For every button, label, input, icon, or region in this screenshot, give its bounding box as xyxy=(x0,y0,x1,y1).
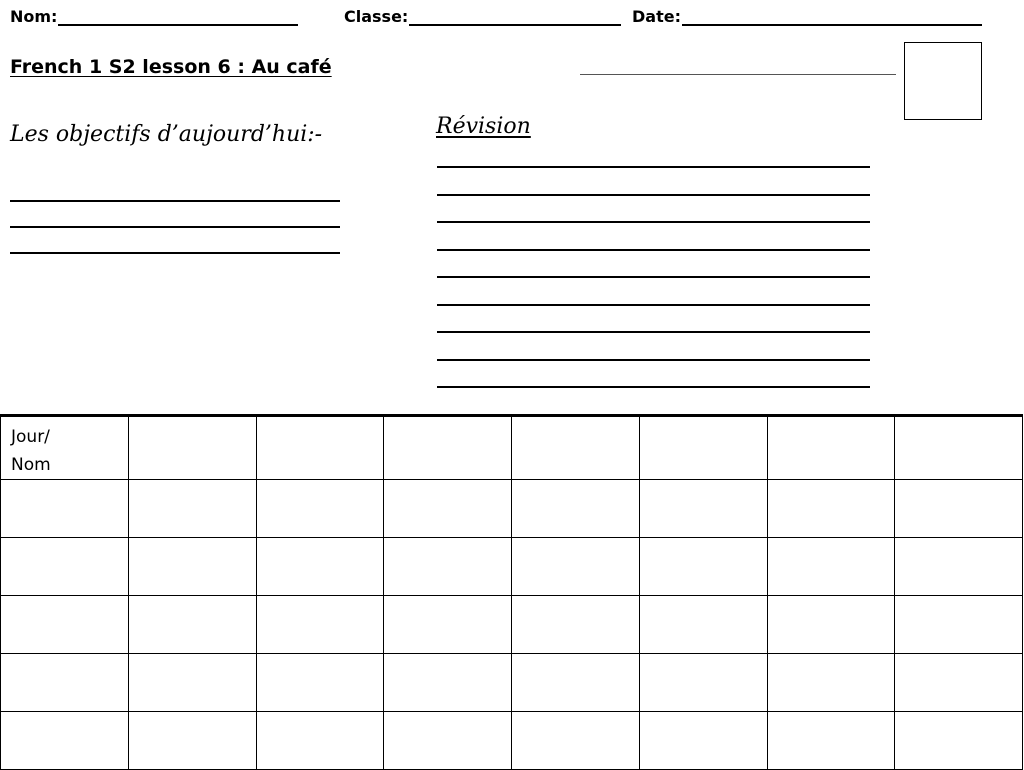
revision-line[interactable] xyxy=(437,221,870,223)
blank-box[interactable] xyxy=(904,42,982,120)
grid-name-cell[interactable] xyxy=(1,654,129,712)
grid-cell[interactable] xyxy=(128,538,256,596)
grid-cell[interactable] xyxy=(128,480,256,538)
grid-cell[interactable] xyxy=(767,596,895,654)
grid-cell[interactable] xyxy=(767,480,895,538)
grid-header-cell[interactable] xyxy=(639,416,767,480)
grid-header-cell[interactable] xyxy=(128,416,256,480)
grid-cell[interactable] xyxy=(128,596,256,654)
revision-line[interactable] xyxy=(437,249,870,251)
grid-row xyxy=(1,654,1023,712)
grid-cell[interactable] xyxy=(639,480,767,538)
grid-cell[interactable] xyxy=(256,480,384,538)
grid-cell[interactable] xyxy=(512,712,640,770)
revision-line[interactable] xyxy=(437,166,870,168)
name-field[interactable] xyxy=(10,6,298,26)
grid-cell[interactable] xyxy=(512,480,640,538)
revision-title: Révision xyxy=(436,114,531,139)
grid-cell[interactable] xyxy=(895,538,1023,596)
date-blank[interactable] xyxy=(682,6,982,26)
signature-line[interactable] xyxy=(580,74,896,75)
lesson-title: French 1 S2 lesson 6 : Au café xyxy=(10,56,332,78)
grid-header-cell[interactable] xyxy=(512,416,640,480)
grid-cell[interactable] xyxy=(512,538,640,596)
grid-cell[interactable] xyxy=(895,654,1023,712)
grid-name-cell[interactable] xyxy=(1,712,129,770)
grid-cell[interactable] xyxy=(512,596,640,654)
objective-line[interactable] xyxy=(10,252,340,254)
grid-row xyxy=(1,712,1023,770)
grid-cell[interactable] xyxy=(767,712,895,770)
grid-header-cell[interactable] xyxy=(767,416,895,480)
grid-cell[interactable] xyxy=(639,654,767,712)
revision-line[interactable] xyxy=(437,331,870,333)
name-label: Nom: xyxy=(10,7,58,26)
grid-row xyxy=(1,480,1023,538)
grid-cell[interactable] xyxy=(384,538,512,596)
grid-cell[interactable] xyxy=(767,654,895,712)
grid-cell[interactable] xyxy=(895,596,1023,654)
objective-line[interactable] xyxy=(10,226,340,228)
grid-cell[interactable] xyxy=(512,654,640,712)
grid-cell[interactable] xyxy=(895,712,1023,770)
class-label: Classe: xyxy=(344,7,409,26)
grid-name-cell[interactable] xyxy=(1,480,129,538)
grid-header-cell[interactable] xyxy=(895,416,1023,480)
grid-cell[interactable] xyxy=(128,654,256,712)
grid-cell[interactable] xyxy=(639,712,767,770)
revision-line[interactable] xyxy=(437,386,870,388)
grid-name-cell[interactable] xyxy=(1,596,129,654)
grid-cell[interactable] xyxy=(256,596,384,654)
grid-cell[interactable] xyxy=(384,654,512,712)
name-blank[interactable] xyxy=(58,6,298,26)
date-field[interactable] xyxy=(632,6,982,26)
objectives-title: Les objectifs d’aujourd’hui:- xyxy=(10,122,323,147)
grid-cell[interactable] xyxy=(384,596,512,654)
grid-header-row xyxy=(1,416,1023,480)
class-field[interactable] xyxy=(344,6,621,26)
grid-header-cell[interactable] xyxy=(384,416,512,480)
revision-line[interactable] xyxy=(437,359,870,361)
revision-line[interactable] xyxy=(437,276,870,278)
grid-row xyxy=(1,538,1023,596)
grid-cell[interactable] xyxy=(895,480,1023,538)
grid-name-cell[interactable] xyxy=(1,538,129,596)
grid-cell[interactable] xyxy=(767,538,895,596)
class-blank[interactable] xyxy=(409,6,621,26)
revision-line[interactable] xyxy=(437,304,870,306)
grid-corner-label: Jour/ Nom xyxy=(11,427,51,475)
grid-cell[interactable] xyxy=(256,712,384,770)
revision-line[interactable] xyxy=(437,194,870,196)
grid-cell[interactable] xyxy=(639,538,767,596)
grid-header-cell[interactable] xyxy=(256,416,384,480)
grid-corner-cell xyxy=(1,416,129,480)
grid-cell[interactable] xyxy=(384,712,512,770)
header-fields xyxy=(10,6,1010,32)
grid-row xyxy=(1,596,1023,654)
grid-cell[interactable] xyxy=(128,712,256,770)
grid-cell[interactable] xyxy=(256,654,384,712)
grid-cell[interactable] xyxy=(256,538,384,596)
objective-line[interactable] xyxy=(10,200,340,202)
attendance-grid xyxy=(0,414,1023,770)
grid-cell[interactable] xyxy=(384,480,512,538)
grid-cell[interactable] xyxy=(639,596,767,654)
date-label: Date: xyxy=(632,7,681,26)
